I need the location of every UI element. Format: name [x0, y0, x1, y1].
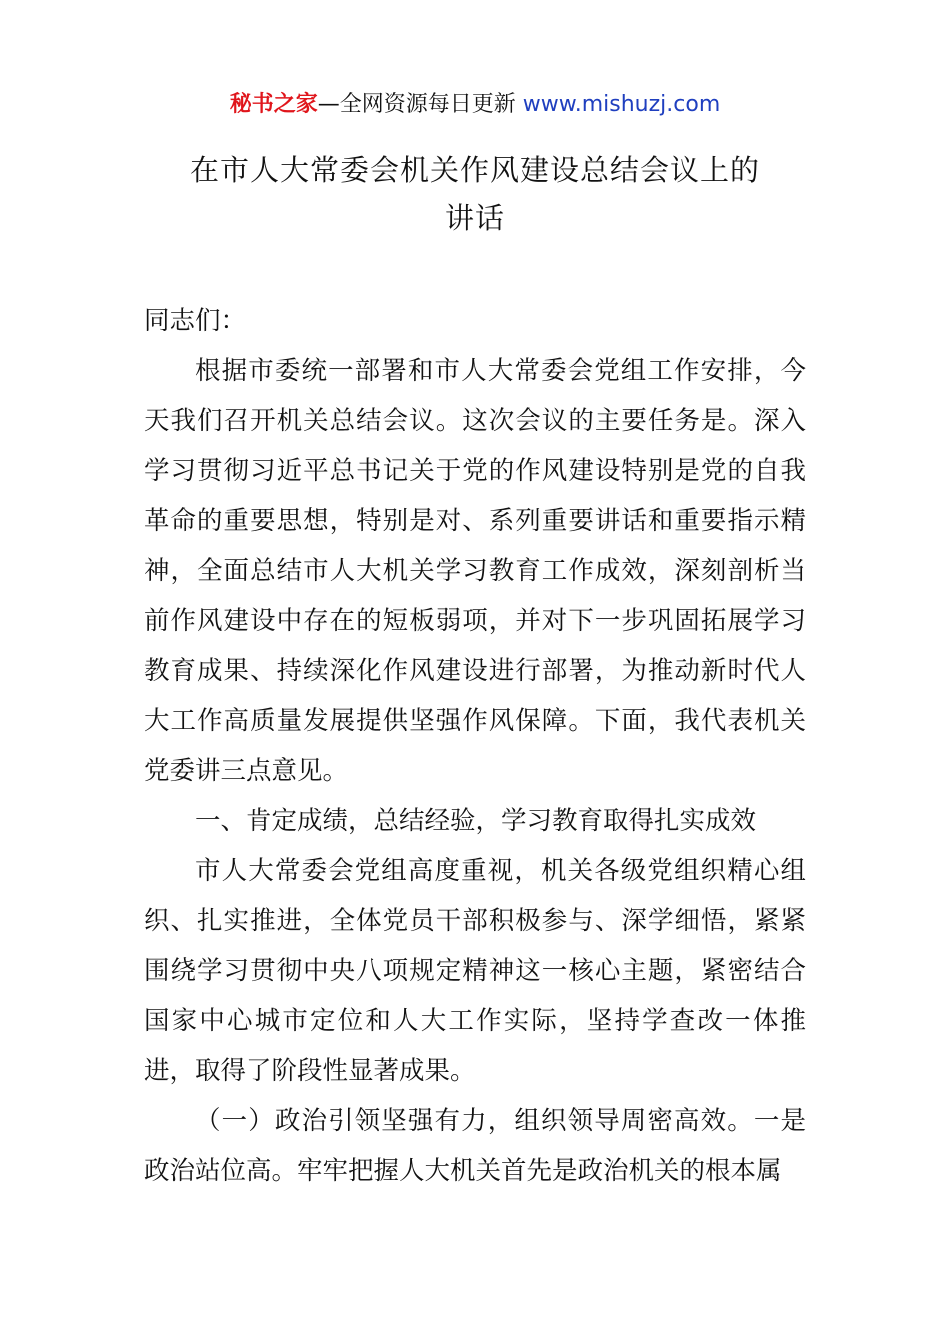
- paragraph-section-1: 市人大常委会党组高度重视，机关各级党组织精心组织、扎实推进，全体党员干部积极参与、深学细悟，紧紧围绕学习贯彻中央八项规定精神这一核心主题，紧密结合国家中心城市定位和人大工作实际，坚持学查改一体推进，取得了阶段性显著成果。: [144, 856, 806, 1086]
- title-line-1: 在市人大常委会机关作风建设总结会议上的: [189, 153, 760, 187]
- document-title: [144, 146, 806, 242]
- site-slogan: —全网资源每日更新: [317, 92, 516, 117]
- site-url-link[interactable]: www.mishuzj.com: [522, 92, 721, 117]
- title-line-2: 讲话: [444, 201, 505, 235]
- salutation: 同志们：: [144, 306, 247, 336]
- site-name: 秘书之家: [229, 92, 318, 117]
- paragraph-subsection-1: （一）政治引领坚强有力，组织领导周密高效。一是政治站位高。牢牢把握人大机关首先是政治机关的根本属: [144, 1106, 806, 1186]
- section-heading-1: 一、肯定成绩，总结经验，学习教育取得扎实成效: [195, 806, 757, 836]
- site-header: [0, 88, 950, 122]
- document-body: [144, 296, 806, 1196]
- paragraph-intro: 根据市委统一部署和市人大常委会党组工作安排，今天我们召开机关总结会议。这次会议的主要任务是。深入学习贯彻习近平总书记关于党的作风建设特别是党的自我革命的重要思想，特别是对、系列重要讲话和重要指示精神，全面总结市人大机关学习教育工作成效，深刻剖析当前作风建设中存在的短板弱项，并对下一步巩固拓展学习教育成果、持续深化作风建设进行部署，为推动新时代人大工作高质量发展提供坚强作风保障。下面，我代表机关党委讲三点意见。: [144, 356, 806, 786]
